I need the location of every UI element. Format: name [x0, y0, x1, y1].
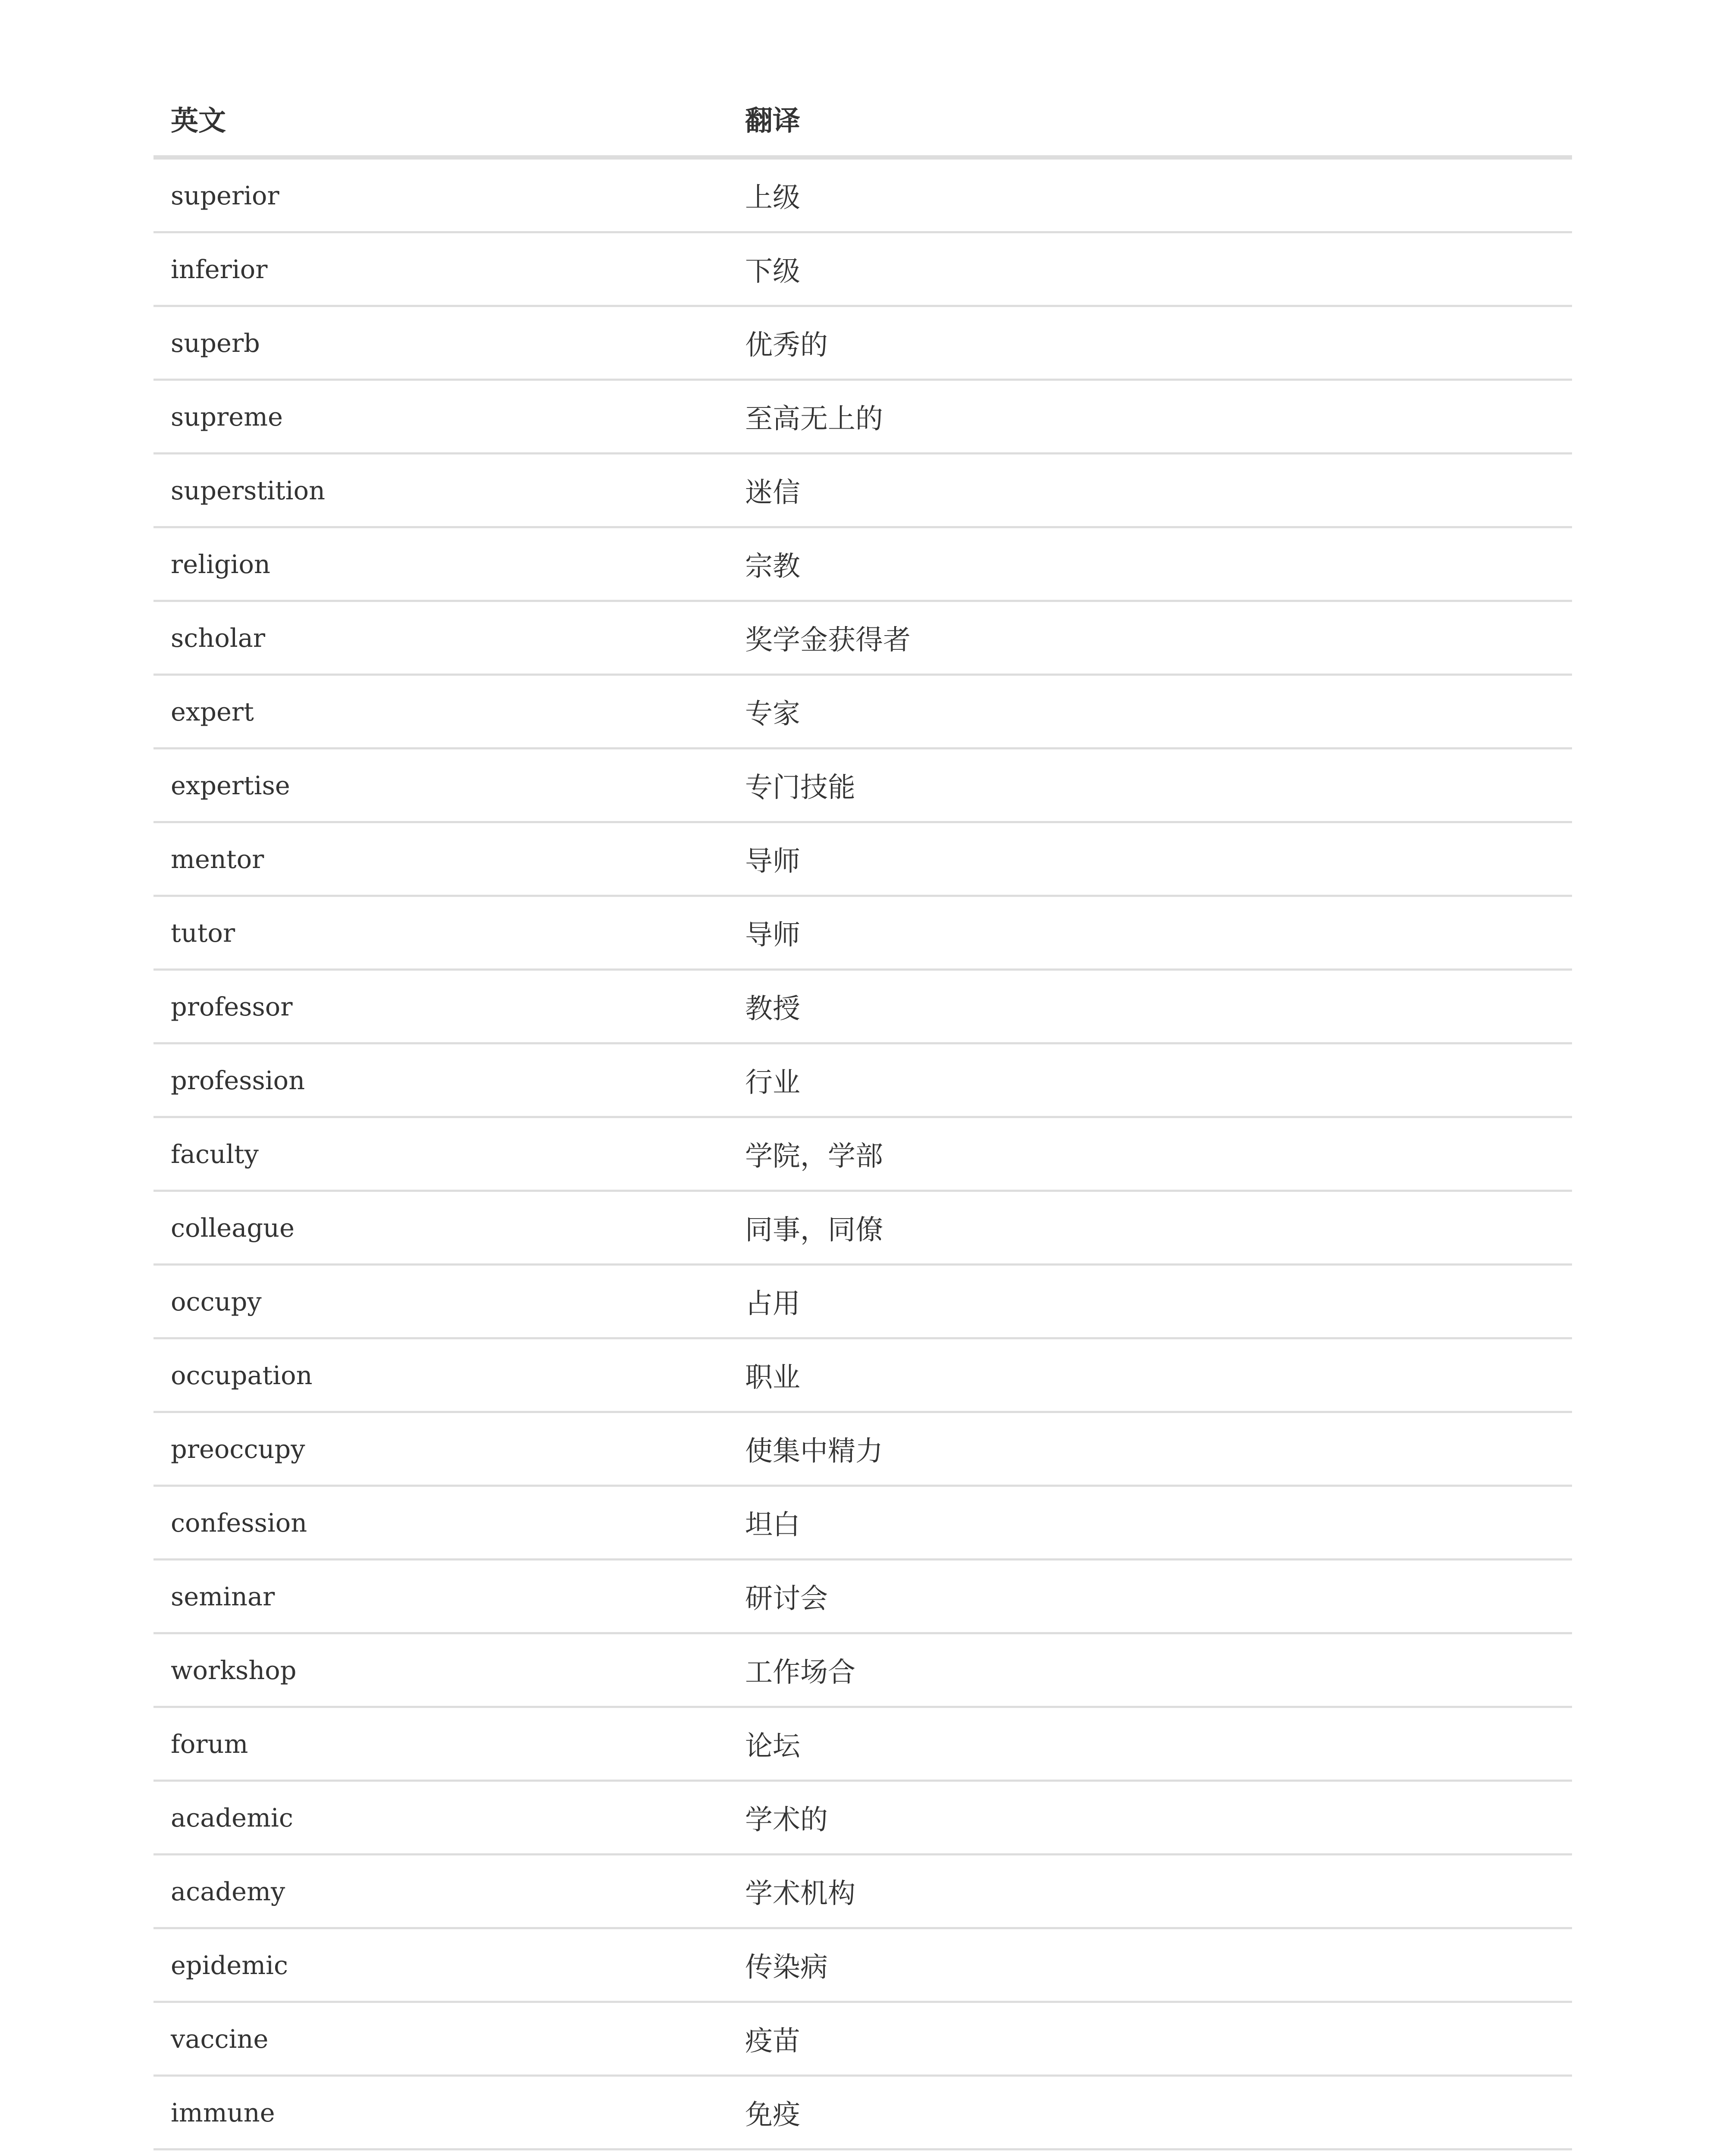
- english-word-cell: mentor: [153, 822, 728, 896]
- translation-cell: 学术的: [728, 1781, 1572, 1855]
- english-word-cell: forum: [153, 1707, 728, 1781]
- translation-cell: [728, 2150, 1572, 2156]
- english-word-cell: academy: [153, 1855, 728, 1928]
- vocabulary-table: [153, 82, 1572, 2156]
- translation-cell: 上级: [728, 157, 1572, 232]
- table-row: [153, 1707, 1572, 1781]
- translation-cell: 传染病: [728, 1928, 1572, 2002]
- translation-cell: 坦白: [728, 1486, 1572, 1560]
- english-word-cell: expert: [153, 675, 728, 749]
- table-row: [153, 380, 1572, 454]
- table-row: [153, 749, 1572, 822]
- table-row: [153, 306, 1572, 380]
- translation-cell: 占用: [728, 1265, 1572, 1338]
- table-row: [153, 1633, 1572, 1707]
- table-row: [153, 2150, 1572, 2156]
- english-word-cell: confession: [153, 1486, 728, 1560]
- english-word-cell: vaccine: [153, 2002, 728, 2076]
- translation-cell: 研讨会: [728, 1560, 1572, 1633]
- translation-cell: 导师: [728, 822, 1572, 896]
- table-row: [153, 970, 1572, 1044]
- table-row: [153, 1044, 1572, 1117]
- english-word-cell: workshop: [153, 1633, 728, 1707]
- table-row: [153, 2002, 1572, 2076]
- translation-cell: 工作场合: [728, 1633, 1572, 1707]
- table-row: [153, 454, 1572, 527]
- translation-cell: 宗教: [728, 527, 1572, 601]
- translation-cell: 下级: [728, 232, 1572, 306]
- translation-cell: 使集中精力: [728, 1412, 1572, 1486]
- english-word-cell: expertise: [153, 749, 728, 822]
- table-row: [153, 675, 1572, 749]
- english-word-cell: superb: [153, 306, 728, 380]
- table-row: [153, 601, 1572, 675]
- table-row: [153, 1855, 1572, 1928]
- english-word-cell: faculty: [153, 1117, 728, 1191]
- english-word-cell: occupy: [153, 1265, 728, 1338]
- table-row: [153, 232, 1572, 306]
- table-row: [153, 1781, 1572, 1855]
- table-row: [153, 822, 1572, 896]
- table-row: [153, 1928, 1572, 2002]
- translation-cell: 免疫: [728, 2076, 1572, 2150]
- english-word-cell: superior: [153, 157, 728, 232]
- english-word-cell: religion: [153, 527, 728, 601]
- table-row: [153, 2076, 1572, 2150]
- translation-cell: 论坛: [728, 1707, 1572, 1781]
- english-word-cell: seminar: [153, 1560, 728, 1633]
- english-word-cell: professor: [153, 970, 728, 1044]
- table-row: [153, 1560, 1572, 1633]
- english-word-cell: academic: [153, 1781, 728, 1855]
- translation-cell: 行业: [728, 1044, 1572, 1117]
- english-word-cell: colleague: [153, 1191, 728, 1265]
- translation-cell: 专家: [728, 675, 1572, 749]
- english-word-cell: preoccupy: [153, 1412, 728, 1486]
- translation-cell: 迷信: [728, 454, 1572, 527]
- translation-cell: 专门技能: [728, 749, 1572, 822]
- translation-cell: 教授: [728, 970, 1572, 1044]
- english-word-cell: immune: [153, 2076, 728, 2150]
- english-word-cell: occupation: [153, 1338, 728, 1412]
- english-word-cell: supreme: [153, 380, 728, 454]
- table-row: [153, 1117, 1572, 1191]
- table-row: [153, 157, 1572, 232]
- english-word-cell: inferior: [153, 232, 728, 306]
- table-row: [153, 896, 1572, 970]
- english-word-cell: tutor: [153, 896, 728, 970]
- vocabulary-document: [153, 82, 1572, 2156]
- translation-cell: 职业: [728, 1338, 1572, 1412]
- table-row: [153, 1191, 1572, 1265]
- translation-cell: 奖学金获得者: [728, 601, 1572, 675]
- translation-cell: 学院，学部: [728, 1117, 1572, 1191]
- translation-cell: 学术机构: [728, 1855, 1572, 1928]
- translation-cell: 优秀的: [728, 306, 1572, 380]
- english-word-cell: epidemic: [153, 1928, 728, 2002]
- english-word-cell: [153, 2150, 728, 2156]
- table-row: [153, 1412, 1572, 1486]
- table-row: [153, 1338, 1572, 1412]
- english-word-cell: scholar: [153, 601, 728, 675]
- translation-cell: 同事，同僚: [728, 1191, 1572, 1265]
- table-row: [153, 527, 1572, 601]
- english-word-cell: profession: [153, 1044, 728, 1117]
- column-header-translation: 翻译: [728, 82, 1572, 157]
- vocabulary-table-body: [153, 157, 1572, 2156]
- column-header-english: 英文: [153, 82, 728, 157]
- table-row: [153, 1265, 1572, 1338]
- table-row: [153, 1486, 1572, 1560]
- translation-cell: 导师: [728, 896, 1572, 970]
- translation-cell: 至高无上的: [728, 380, 1572, 454]
- translation-cell: 疫苗: [728, 2002, 1572, 2076]
- table-header-row: [153, 82, 1572, 157]
- english-word-cell: superstition: [153, 454, 728, 527]
